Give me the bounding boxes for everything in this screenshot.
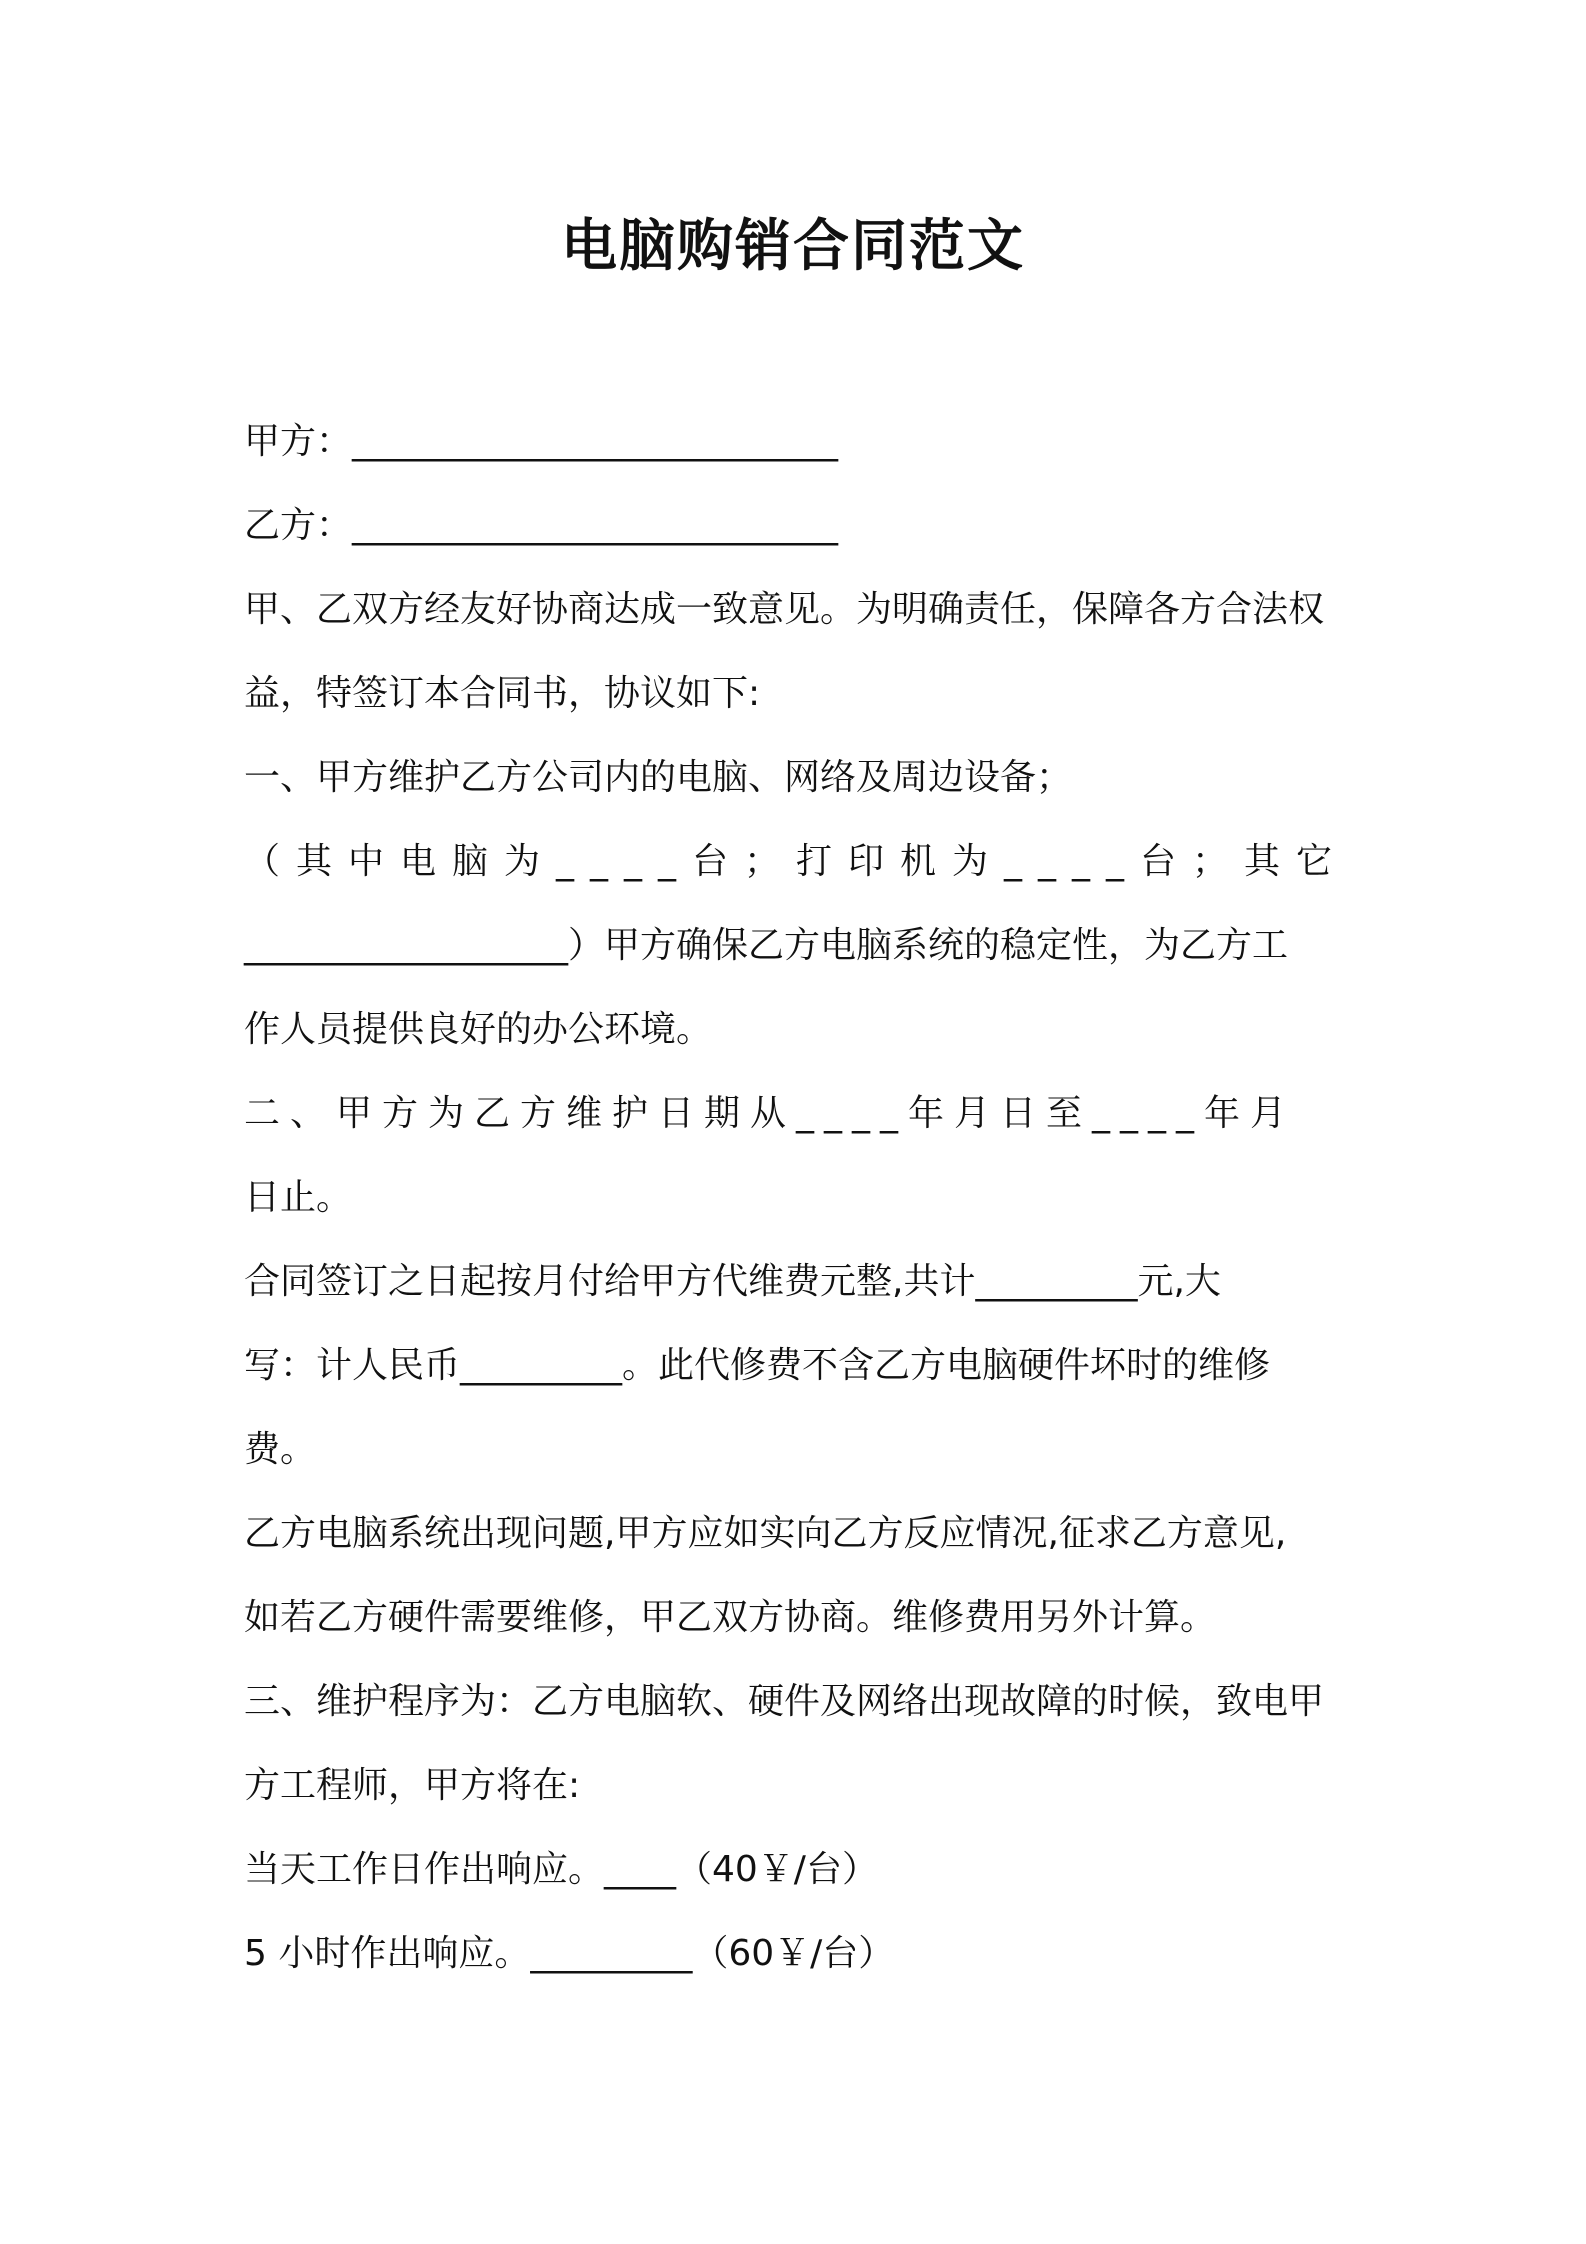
fee-line-2: 写：计人民币_________。此代修费不含乙方电脑硬件坏时的维修 xyxy=(244,1345,1271,1386)
response-same-day-line: 当天工作日作出响应。____（40￥/台） xyxy=(244,1849,878,1890)
contract-body xyxy=(244,400,1356,1996)
clause-1-line-1: 一、甲方维护乙方公司内的电脑、网络及周边设备； xyxy=(244,757,1073,798)
clause-1-line-3: __________________）甲方确保乙方电脑系统的稳定性，为乙方工 xyxy=(244,925,1289,966)
problem-line-1: 乙方电脑系统出现问题,甲方应如实向乙方反应情况,征求乙方意见, xyxy=(244,1513,1287,1554)
clause-3-line-1: 三、维护程序为：乙方电脑软、硬件及网络出现故障的时候，致电甲 xyxy=(244,1681,1325,1722)
fee-line-1: 合同签订之日起按月付给甲方代维费元整,共计_________元,大 xyxy=(244,1261,1221,1302)
clause-2-line-2: 日止。 xyxy=(244,1177,353,1218)
clause-2-line-1: 二、甲方为乙方维护日期从____年月日至____年月 xyxy=(244,1093,1297,1134)
party-a-line: 甲方：___________________________ xyxy=(244,421,839,462)
clause-1-line-4: 作人员提供良好的办公环境。 xyxy=(244,1009,713,1050)
problem-line-2: 如若乙方硬件需要维修，甲乙双方协商。维修费用另外计算。 xyxy=(244,1597,1217,1638)
clause-1-line-2: （其中电脑为____台；打印机为____台；其它 xyxy=(244,841,1349,882)
response-5-hours-line: 5 小时作出响应。_________（60￥/台） xyxy=(244,1933,895,1974)
intro-line-1: 甲、乙双方经友好协商达成一致意见。为明确责任，保障各方合法权 xyxy=(244,589,1325,630)
intro-line-2: 益，特签订本合同书，协议如下: xyxy=(244,673,761,714)
clause-3-line-2: 方工程师，甲方将在: xyxy=(244,1765,581,1806)
party-b-line: 乙方：___________________________ xyxy=(244,505,839,546)
fee-line-3: 费。 xyxy=(244,1429,317,1470)
document-title: 电脑购销合同范文 xyxy=(561,214,1025,279)
